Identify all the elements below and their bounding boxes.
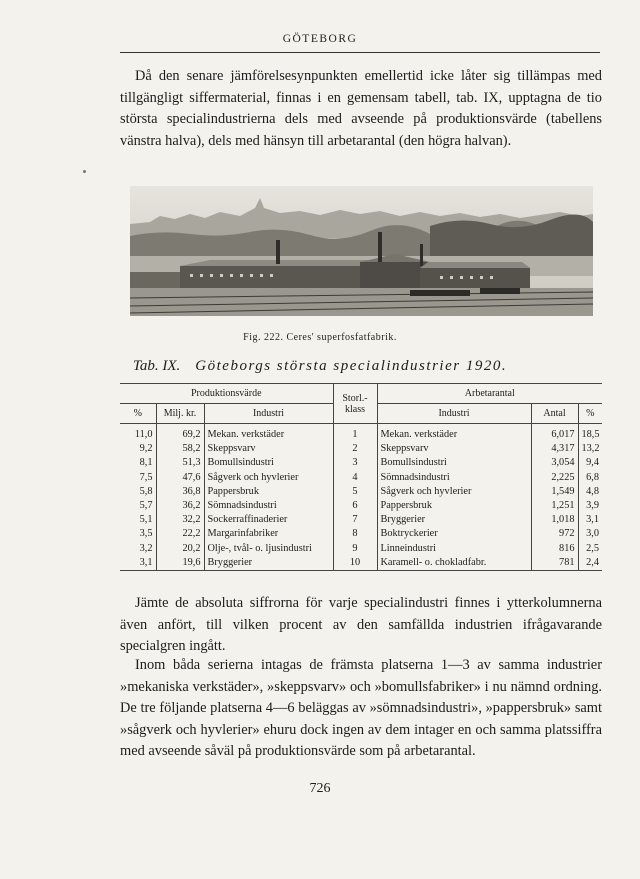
paragraph-2: Jämte de absoluta siffrorna för varje specialindustri finnes i ytterkolumnerna även anfört, till vilken procent av den samfällda industrien ifrågavarande specialgren ingått. (120, 595, 602, 654)
industri-right: Linneindustri (377, 542, 531, 556)
industri-left: Bomullsindustri (204, 456, 333, 470)
pct-left: 7,5 (139, 471, 153, 483)
antal: 1,251 (531, 499, 578, 513)
pct-left: 3,1 (120, 556, 156, 571)
header-pct-right: % (578, 404, 602, 424)
milj-kr: 69,2 (156, 424, 204, 443)
milj-kr: 36,2 (156, 499, 204, 513)
storlklass: 5 (333, 485, 377, 499)
table-row (120, 556, 602, 571)
milj-kr: 20,2 (156, 542, 204, 556)
pct-right: 3,9 (578, 499, 602, 513)
factory-photograph-image (130, 186, 593, 316)
industri-left: Olje-, tvål- o. ljusindustri (204, 542, 333, 556)
industri-right: Pappersbruk (377, 499, 531, 513)
pct-right: 2,5 (578, 542, 602, 556)
table-row (120, 513, 602, 527)
antal: 1,549 (531, 485, 578, 499)
pct-right: 13,2 (578, 442, 602, 456)
pct-right: 6,8 (578, 471, 602, 485)
industri-right: Karamell- o. chokladfabr. (377, 556, 531, 571)
milj-kr: 47,6 (156, 471, 204, 485)
pct-left: 11,0 (134, 429, 153, 440)
storlklass: 1 (333, 424, 377, 443)
milj-kr: 58,2 (156, 442, 204, 456)
antal: 1,018 (531, 513, 578, 527)
table-row (120, 471, 602, 485)
table-row (120, 485, 602, 499)
pct-right: 9,4 (578, 456, 602, 470)
figure-caption: Fig. 222. Ceres' superfosfatfabrik. (243, 332, 397, 343)
table-row (120, 456, 602, 470)
antal: 3,054 (531, 456, 578, 470)
storlklass: 8 (333, 527, 377, 541)
header-industri-left: Industri (204, 404, 333, 424)
industri-right: Mekan. verkstäder (377, 424, 531, 443)
pct-left: 3,2 (139, 542, 153, 554)
storlklass: 4 (333, 471, 377, 485)
industri-left: Bryggerier (204, 556, 333, 571)
intro-paragraph: Då den senare jämförelsesynpunkten emellertid icke låter sig tillämpas med tillgängligt siffermaterial, finnas i en gemensam tabell, tab. IX, upptagna de tio största specialindustrierna dels med avseende på produktionsvärde (tabellens vänstra halva), dels med hänsyn till arbetarantal (den högra halvan). (120, 68, 602, 149)
pct-left: 5,7 (139, 500, 153, 512)
industri-left: Mekan. verkstäder (204, 424, 333, 443)
header-industri-right: Industri (377, 404, 531, 424)
storlklass: 2 (333, 442, 377, 456)
industri-right: Bryggerier (377, 513, 531, 527)
industri-right: Skeppsvarv (377, 442, 531, 456)
antal: 4,317 (531, 442, 578, 456)
margin-speck (83, 170, 86, 173)
storlklass: 6 (333, 499, 377, 513)
pct-right: 2,4 (578, 556, 602, 571)
antal: 972 (531, 527, 578, 541)
table-row (120, 542, 602, 556)
antal: 2,225 (531, 471, 578, 485)
pct-left: 9,2 (139, 443, 153, 455)
pct-left: 5,1 (139, 514, 153, 526)
factory-photograph (130, 186, 593, 316)
pct-right: 18,5 (578, 424, 602, 443)
antal: 816 (531, 542, 578, 556)
milj-kr: 32,2 (156, 513, 204, 527)
storlklass: 7 (333, 513, 377, 527)
industri-left: Sockerraffinaderier (204, 513, 333, 527)
table-row (120, 424, 602, 443)
storlklass: 10 (333, 556, 377, 571)
pct-left: 8,1 (139, 457, 153, 469)
table-title (0, 358, 640, 375)
pct-left: 5,8 (139, 485, 153, 497)
paragraph-3: Inom båda serierna intagas de främsta platserna 1—3 av samma industrier »mekaniska verkstäder», »skeppsvarv» och »bomullsfabriker» i nu nämnd ordning. De tre följande platserna 4—6 beläggas av »sömnadsindustri», »pappersbruk» samt »sågverk och hyvlerier» ehuru dock ingen av dem intager en och samma platssiffra med avseende såväl på produktionsvärde som på arbetarantal. (120, 657, 602, 759)
header-arbetarantal: Arbetarantal (377, 384, 602, 404)
header-milj-kr: Milj. kr. (156, 404, 204, 424)
table-row (120, 499, 602, 513)
table-title-text: Göteborgs största specialindustrier 1920. (195, 358, 508, 374)
industri-left: Sågverk och hyvlerier (204, 471, 333, 485)
industri-right: Sömnadsindustri (377, 471, 531, 485)
industri-left: Skeppsvarv (204, 442, 333, 456)
antal: 6,017 (531, 424, 578, 443)
running-head: GÖTEBORG (282, 33, 358, 45)
milj-kr: 19,6 (156, 556, 204, 571)
storlklass: 3 (333, 456, 377, 470)
header-antal: Antal (531, 404, 578, 424)
pct-right: 3,0 (578, 527, 602, 541)
industri-right: Boktryckerier (377, 527, 531, 541)
antal: 781 (531, 556, 578, 571)
industri-left: Pappersbruk (204, 485, 333, 499)
header-storlklass: Storl.-klass (333, 384, 377, 424)
page-number: 726 (309, 781, 331, 796)
industri-right: Sågverk och hyvlerier (377, 485, 531, 499)
industri-left: Margarinfabriker (204, 527, 333, 541)
milj-kr: 36,8 (156, 485, 204, 499)
header-rule (120, 52, 600, 53)
table-row (120, 527, 602, 541)
table-row (120, 442, 602, 456)
milj-kr: 51,3 (156, 456, 204, 470)
table-label: Tab. IX. (132, 358, 181, 374)
industri-right: Bomullsindustri (377, 456, 531, 470)
industri-left: Sömnadsindustri (204, 499, 333, 513)
pct-left: 3,5 (139, 528, 153, 540)
industry-table (120, 383, 602, 571)
milj-kr: 22,2 (156, 527, 204, 541)
header-produktionsvarde: Produktionsvärde (120, 384, 333, 404)
header-pct-left: % (120, 404, 156, 424)
pct-right: 4,8 (578, 485, 602, 499)
pct-right: 3,1 (578, 513, 602, 527)
storlklass: 9 (333, 542, 377, 556)
